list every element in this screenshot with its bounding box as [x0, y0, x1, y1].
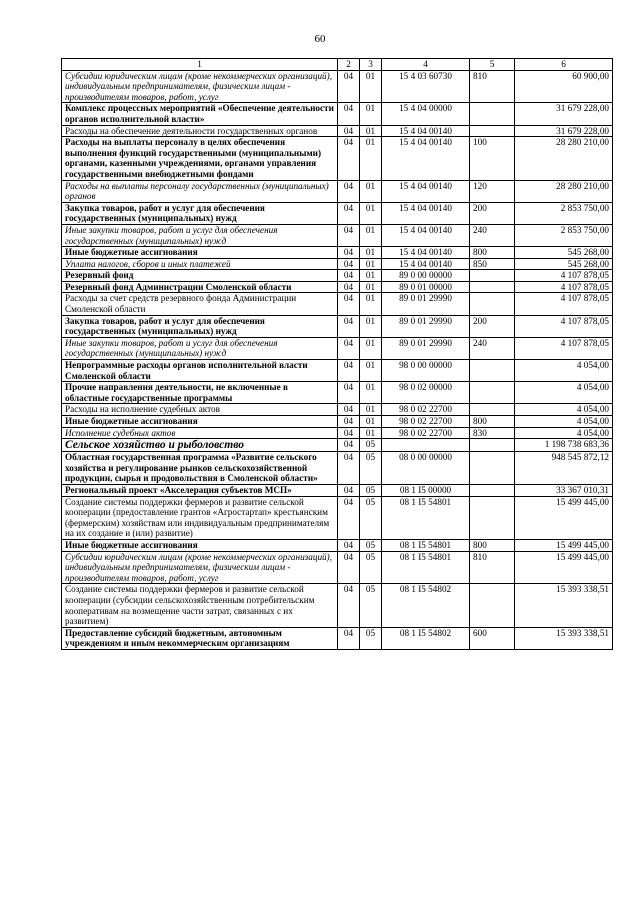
subsection-code-cell: 01: [360, 404, 382, 416]
amount-cell: 4 107 878,05: [515, 270, 613, 282]
expense-type-cell: [470, 484, 515, 496]
amount-cell: 15 499 445,00: [515, 496, 613, 539]
subsection-code-cell: 01: [360, 293, 382, 315]
amount-cell: 4 107 878,05: [515, 281, 613, 293]
amount-cell: 2 853 750,00: [515, 202, 613, 224]
section-code-cell: 04: [338, 484, 360, 496]
amount-cell: 33 367 010,31: [515, 484, 613, 496]
amount-cell: 545 268,00: [515, 258, 613, 270]
row-name-cell: Исполнение судебных актов: [62, 427, 338, 439]
row-name-cell: Закупка товаров, работ и услуг для обеспечения государственных (муниципальных) нужд: [62, 202, 338, 224]
row-name-cell: Расходы на выплаты персоналу в целях обеспечения выполнения функций государственными (муниципальными) органами, казенными учреждениями, органами управления государственными внебюджетными фондами: [62, 137, 338, 180]
table-row: [62, 539, 613, 551]
row-name-cell: Расходы на исполнение судебных актов: [62, 404, 338, 416]
row-name-cell: Комплекс процессных мероприятий «Обеспечение деятельности органов исполнительной власти»: [62, 103, 338, 125]
row-name-cell: Субсидии юридическим лицам (кроме некоммерческих организаций), индивидуальным предпринимателям, физическим лицам - производителям товаров, работ, услуг: [62, 551, 338, 584]
amount-cell: 31 679 228,00: [515, 125, 613, 137]
table-row: [62, 103, 613, 125]
subsection-code-cell: 01: [360, 337, 382, 359]
section-code-cell: 04: [338, 270, 360, 282]
table-row: [62, 427, 613, 439]
amount-cell: 948 545 872,12: [515, 452, 613, 485]
target-article-cell: 89 0 00 00000: [382, 270, 470, 282]
row-name-cell: Создание системы поддержки фермеров и развитие сельской кооперации (предоставление грантов «Агростартап» крестьянским (фермерским) хозяйствам или индивидуальным предпринимателям на их создание и (или) развитие): [62, 496, 338, 539]
table-row: [62, 452, 613, 485]
column-header: 6: [515, 59, 613, 71]
table-row: [62, 247, 613, 259]
row-name-cell: Расходы на обеспечение деятельности государственных органов: [62, 125, 338, 137]
subsection-code-cell: 01: [360, 137, 382, 180]
subsection-code-cell: 05: [360, 551, 382, 584]
column-header: 1: [62, 59, 338, 71]
target-article-cell: 15 4 04 00000: [382, 103, 470, 125]
expense-type-cell: [470, 281, 515, 293]
section-code-cell: 04: [338, 539, 360, 551]
subsection-code-cell: 01: [360, 103, 382, 125]
expense-type-cell: 240: [470, 224, 515, 246]
row-name-cell: Иные бюджетные ассигнования: [62, 416, 338, 428]
column-header: 5: [470, 59, 515, 71]
expense-type-cell: [470, 360, 515, 382]
row-name-cell: Предоставление субсидий бюджетным, автономным учреждениям и иным некоммерческим организациям: [62, 627, 338, 649]
target-article-cell: 15 4 03 60730: [382, 70, 470, 103]
expense-type-cell: [470, 125, 515, 137]
table-row: [62, 125, 613, 137]
subsection-code-cell: 05: [360, 627, 382, 649]
target-article-cell: 15 4 04 00140: [382, 224, 470, 246]
section-code-cell: 04: [338, 337, 360, 359]
expense-type-cell: [470, 103, 515, 125]
amount-cell: 28 280 210,00: [515, 180, 613, 202]
table-row: [62, 484, 613, 496]
amount-cell: 1 198 738 683,36: [515, 439, 613, 452]
row-name-cell: Сельское хозяйство и рыболовство: [62, 439, 338, 452]
target-article-cell: 08 1 I5 54802: [382, 627, 470, 649]
target-article-cell: 89 0 01 29990: [382, 315, 470, 337]
subsection-code-cell: 01: [360, 416, 382, 428]
target-article-cell: 08 0 00 00000: [382, 452, 470, 485]
expense-type-cell: 240: [470, 337, 515, 359]
page-number: 60: [314, 33, 326, 45]
expense-type-cell: [470, 439, 515, 452]
section-code-cell: 04: [338, 258, 360, 270]
table-header-row: [62, 59, 613, 71]
subsection-code-cell: 01: [360, 427, 382, 439]
subsection-code-cell: 01: [360, 70, 382, 103]
table-row: [62, 439, 613, 452]
expense-type-cell: 200: [470, 202, 515, 224]
table-row: [62, 258, 613, 270]
table-row: [62, 70, 613, 103]
table-row: [62, 584, 613, 627]
amount-cell: 60 900,00: [515, 70, 613, 103]
row-name-cell: Иные бюджетные ассигнования: [62, 247, 338, 259]
target-article-cell: 89 0 01 29990: [382, 337, 470, 359]
expense-type-cell: 600: [470, 627, 515, 649]
subsection-code-cell: 01: [360, 202, 382, 224]
table-row: [62, 137, 613, 180]
section-code-cell: 04: [338, 125, 360, 137]
row-name-cell: Иные закупки товаров, работ и услуг для обеспечения государственных (муниципальных) нужд: [62, 224, 338, 246]
amount-cell: 4 054,00: [515, 382, 613, 404]
table-row: [62, 337, 613, 359]
amount-cell: 31 679 228,00: [515, 103, 613, 125]
subsection-code-cell: 05: [360, 484, 382, 496]
table-row: [62, 382, 613, 404]
section-code-cell: 04: [338, 281, 360, 293]
section-code-cell: 04: [338, 382, 360, 404]
section-code-cell: 04: [338, 627, 360, 649]
amount-cell: 4 107 878,05: [515, 337, 613, 359]
subsection-code-cell: 01: [360, 125, 382, 137]
subsection-code-cell: 01: [360, 247, 382, 259]
subsection-code-cell: 01: [360, 180, 382, 202]
target-article-cell: 15 4 04 00140: [382, 137, 470, 180]
expense-type-cell: 830: [470, 427, 515, 439]
table-row: [62, 202, 613, 224]
amount-cell: 4 107 878,05: [515, 315, 613, 337]
section-code-cell: 04: [338, 496, 360, 539]
table-row: [62, 496, 613, 539]
target-article-cell: 98 0 02 22700: [382, 404, 470, 416]
expense-type-cell: [470, 404, 515, 416]
column-header: 2: [338, 59, 360, 71]
subsection-code-cell: 01: [360, 382, 382, 404]
target-article-cell: 15 4 04 00140: [382, 180, 470, 202]
amount-cell: 15 393 338,51: [515, 584, 613, 627]
section-code-cell: 04: [338, 70, 360, 103]
section-code-cell: 04: [338, 452, 360, 485]
section-code-cell: 04: [338, 103, 360, 125]
expense-type-cell: [470, 452, 515, 485]
amount-cell: 4 054,00: [515, 427, 613, 439]
section-code-cell: 04: [338, 224, 360, 246]
expense-type-cell: [470, 293, 515, 315]
section-code-cell: 04: [338, 551, 360, 584]
table-row: [62, 270, 613, 282]
table-row: [62, 404, 613, 416]
section-code-cell: 04: [338, 180, 360, 202]
target-article-cell: 15 4 04 00140: [382, 247, 470, 259]
subsection-code-cell: 05: [360, 539, 382, 551]
target-article-cell: [382, 439, 470, 452]
row-name-cell: Региональный проект «Акселерация субъектов МСП»: [62, 484, 338, 496]
target-article-cell: 15 4 04 00140: [382, 125, 470, 137]
expense-type-cell: [470, 382, 515, 404]
column-header: 4: [382, 59, 470, 71]
row-name-cell: Расходы за счет средств резервного фонда Администрации Смоленской области: [62, 293, 338, 315]
section-code-cell: 04: [338, 315, 360, 337]
section-code-cell: 04: [338, 202, 360, 224]
expense-type-cell: 810: [470, 70, 515, 103]
section-code-cell: 04: [338, 360, 360, 382]
row-name-cell: Иные бюджетные ассигнования: [62, 539, 338, 551]
budget-table: [61, 58, 613, 650]
expense-type-cell: 800: [470, 416, 515, 428]
row-name-cell: Субсидии юридическим лицам (кроме некоммерческих организаций), индивидуальным предпринимателям, физическим лицам - производителям товаров, работ, услуг: [62, 70, 338, 103]
target-article-cell: 15 4 04 00140: [382, 258, 470, 270]
target-article-cell: 98 0 02 00000: [382, 382, 470, 404]
row-name-cell: Резервный фонд: [62, 270, 338, 282]
amount-cell: 15 393 338,51: [515, 627, 613, 649]
expense-type-cell: [470, 584, 515, 627]
expense-type-cell: 850: [470, 258, 515, 270]
section-code-cell: 04: [338, 247, 360, 259]
table-row: [62, 551, 613, 584]
amount-cell: 4 107 878,05: [515, 293, 613, 315]
subsection-code-cell: 01: [360, 224, 382, 246]
target-article-cell: 89 0 01 29990: [382, 293, 470, 315]
table-row: [62, 627, 613, 649]
amount-cell: 15 499 445,00: [515, 551, 613, 584]
row-name-cell: Расходы на выплаты персоналу государственных (муниципальных) органов: [62, 180, 338, 202]
row-name-cell: Областная государственная программа «Развитие сельского хозяйства и регулирование рынков сельскохозяйственной продукции, сырья и продовольствия в Смоленской области»: [62, 452, 338, 485]
expense-type-cell: [470, 496, 515, 539]
expense-type-cell: 810: [470, 551, 515, 584]
row-name-cell: Резервный фонд Администрации Смоленской области: [62, 281, 338, 293]
target-article-cell: 08 1 I5 54801: [382, 539, 470, 551]
section-code-cell: 04: [338, 416, 360, 428]
target-article-cell: 89 0 01 00000: [382, 281, 470, 293]
subsection-code-cell: 01: [360, 281, 382, 293]
subsection-code-cell: 05: [360, 584, 382, 627]
amount-cell: 4 054,00: [515, 404, 613, 416]
subsection-code-cell: 01: [360, 360, 382, 382]
row-name-cell: Прочие направления деятельности, не включенные в областные государственные программы: [62, 382, 338, 404]
target-article-cell: 98 0 02 22700: [382, 427, 470, 439]
row-name-cell: Закупка товаров, работ и услуг для обеспечения государственных (муниципальных) нужд: [62, 315, 338, 337]
subsection-code-cell: 01: [360, 258, 382, 270]
row-name-cell: Иные закупки товаров, работ и услуг для обеспечения государственных (муниципальных) нужд: [62, 337, 338, 359]
subsection-code-cell: 05: [360, 496, 382, 539]
row-name-cell: Непрограммные расходы органов исполнительной власти Смоленской области: [62, 360, 338, 382]
table-row: [62, 315, 613, 337]
column-header: 3: [360, 59, 382, 71]
row-name-cell: Уплата налогов, сборов и иных платежей: [62, 258, 338, 270]
row-name-cell: Создание системы поддержки фермеров и развитие сельской кооперации (субсидии сельскохозяйственным потребительским кооперативам на возмещение части затрат, связанных с их развитием): [62, 584, 338, 627]
subsection-code-cell: 05: [360, 452, 382, 485]
table-row: [62, 416, 613, 428]
section-code-cell: 04: [338, 404, 360, 416]
expense-type-cell: 120: [470, 180, 515, 202]
amount-cell: 4 054,00: [515, 360, 613, 382]
subsection-code-cell: 05: [360, 439, 382, 452]
target-article-cell: 08 1 I5 00000: [382, 484, 470, 496]
table-row: [62, 293, 613, 315]
amount-cell: 15 499 445,00: [515, 539, 613, 551]
section-code-cell: 04: [338, 137, 360, 180]
amount-cell: 28 280 210,00: [515, 137, 613, 180]
expense-type-cell: 800: [470, 247, 515, 259]
table-row: [62, 180, 613, 202]
amount-cell: 545 268,00: [515, 247, 613, 259]
target-article-cell: 98 0 02 22700: [382, 416, 470, 428]
section-code-cell: 04: [338, 427, 360, 439]
target-article-cell: 98 0 00 00000: [382, 360, 470, 382]
target-article-cell: 15 4 04 00140: [382, 202, 470, 224]
section-code-cell: 04: [338, 584, 360, 627]
expense-type-cell: 800: [470, 539, 515, 551]
table-row: [62, 224, 613, 246]
section-code-cell: 04: [338, 439, 360, 452]
target-article-cell: 08 1 I5 54802: [382, 584, 470, 627]
subsection-code-cell: 01: [360, 270, 382, 282]
amount-cell: 2 853 750,00: [515, 224, 613, 246]
expense-type-cell: 200: [470, 315, 515, 337]
table-row: [62, 281, 613, 293]
subsection-code-cell: 01: [360, 315, 382, 337]
amount-cell: 4 054,00: [515, 416, 613, 428]
target-article-cell: 08 1 I5 54801: [382, 496, 470, 539]
expense-type-cell: [470, 270, 515, 282]
table-row: [62, 360, 613, 382]
section-code-cell: 04: [338, 293, 360, 315]
expense-type-cell: 100: [470, 137, 515, 180]
target-article-cell: 08 1 I5 54801: [382, 551, 470, 584]
